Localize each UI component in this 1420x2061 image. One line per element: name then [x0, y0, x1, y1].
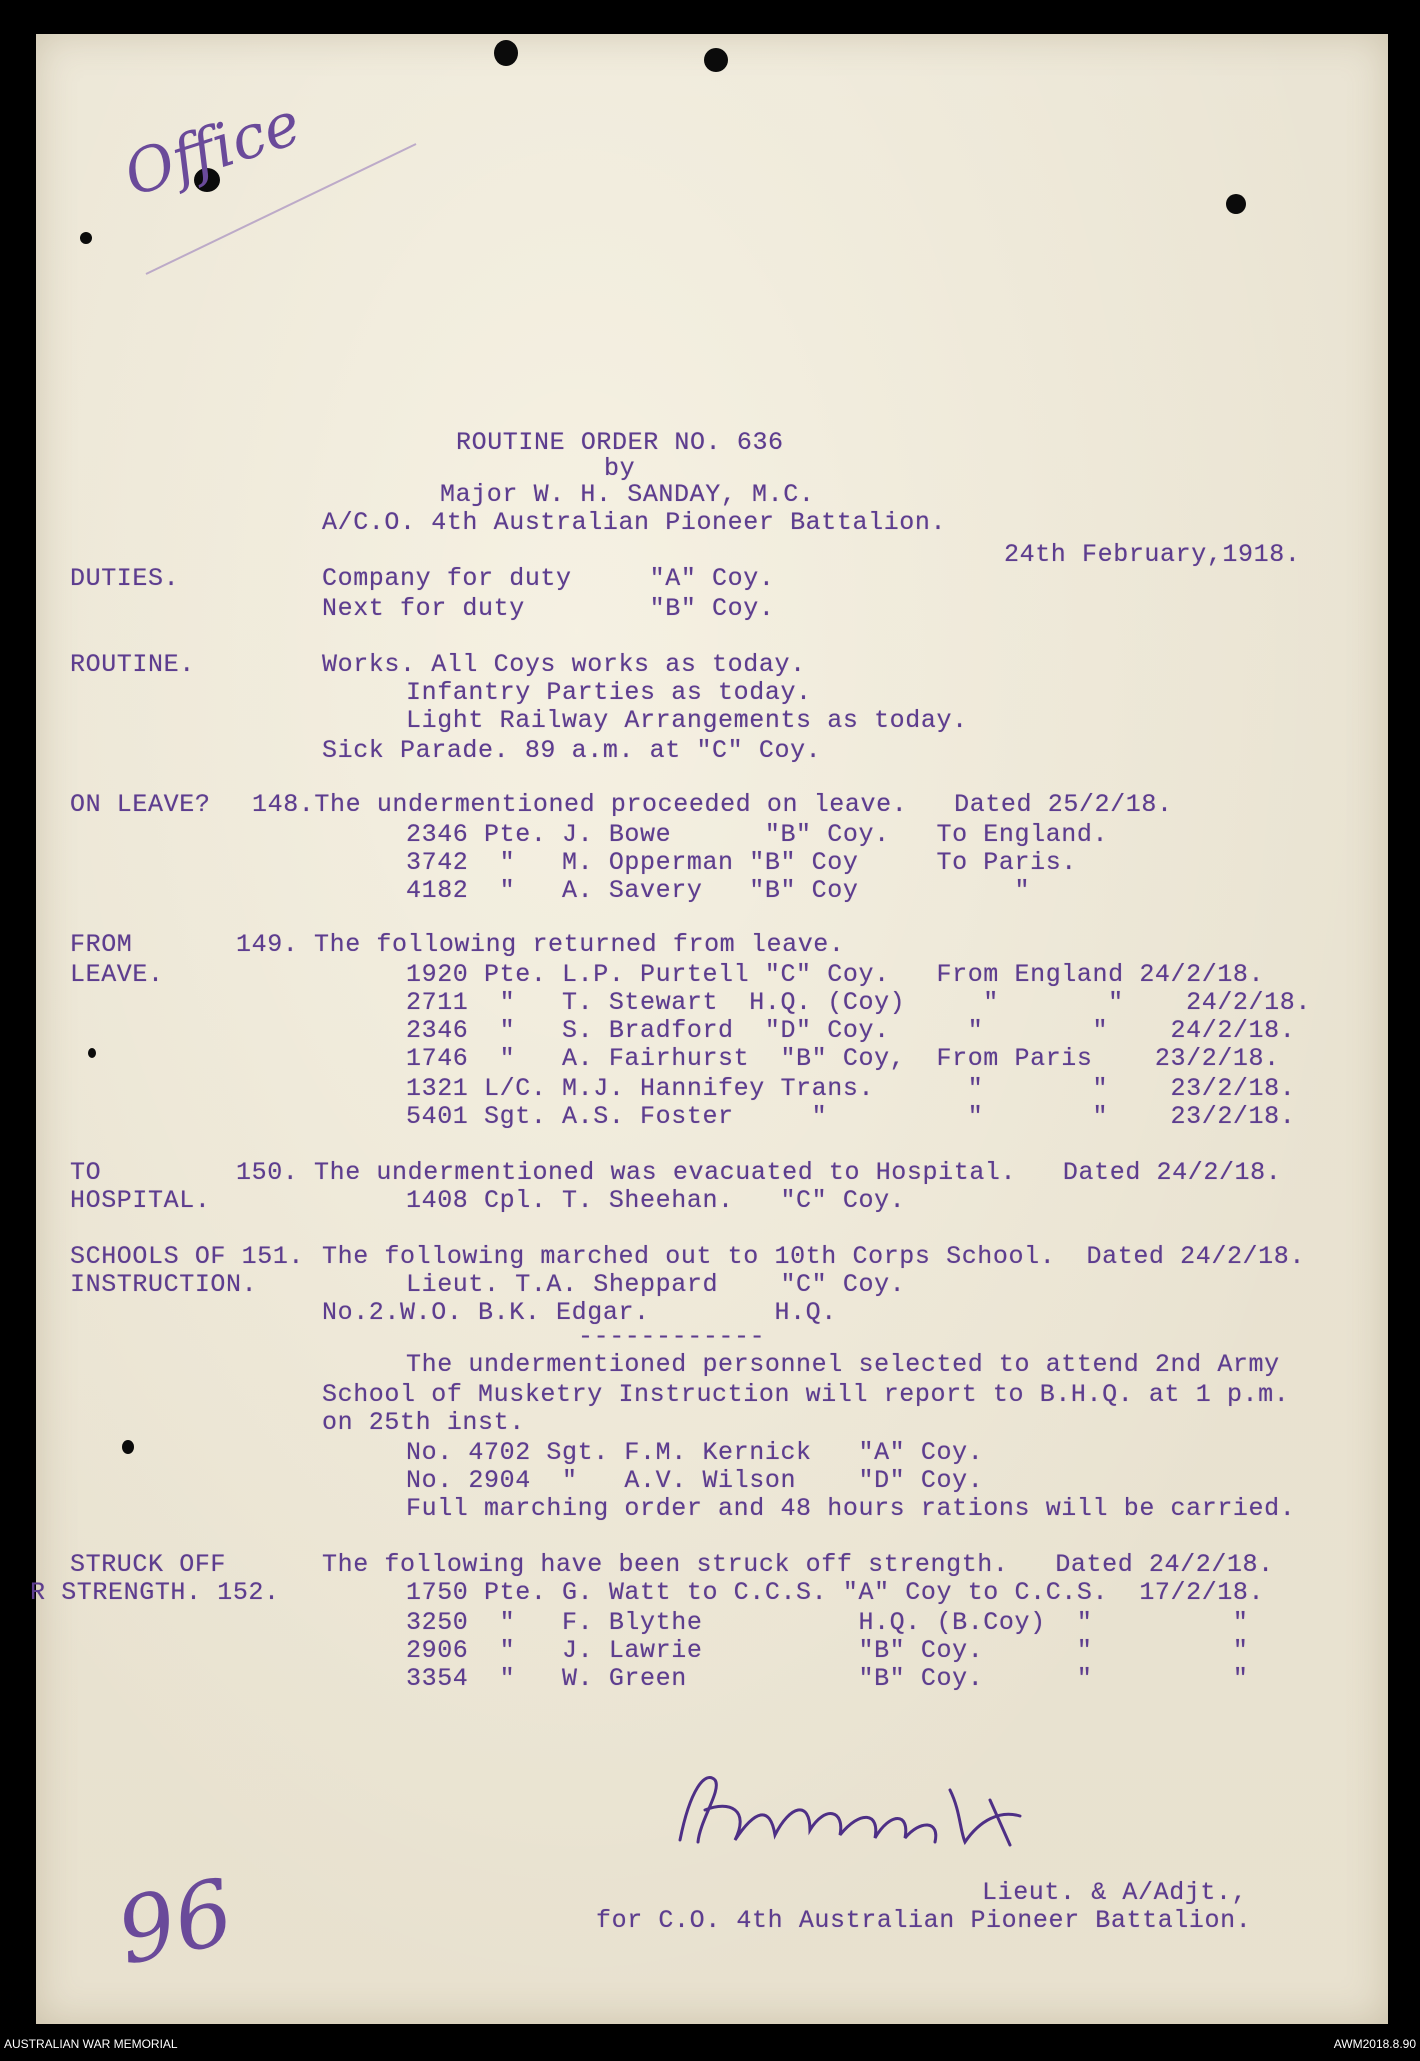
struck-off-line: The following have been struck off strength. Dated 24/2/18.	[322, 1550, 1274, 1579]
punch-hole	[704, 48, 728, 72]
schools-label: INSTRUCTION.	[70, 1270, 258, 1299]
schools-line: No. 4702 Sgt. F.M. Kernick "A" Coy.	[406, 1438, 984, 1467]
routine-label: ROUTINE.	[70, 650, 195, 679]
struck-off-line: 3250 " F. Blythe H.Q. (B.Coy) " "	[406, 1608, 1249, 1637]
duties-line: Company for duty "A" Coy.	[322, 564, 775, 593]
signature-unit: for C.O. 4th Australian Pioneer Battalion.	[596, 1906, 1252, 1935]
struck-off-line: 2906 " J. Lawrie "B" Coy. " "	[406, 1636, 1249, 1665]
routine-line: Works. All Coys works as today.	[322, 650, 806, 679]
footer-source-label: AUSTRALIAN WAR MEMORIAL	[4, 2037, 178, 2051]
schools-line: School of Musketry Instruction will report to B.H.Q. at 1 p.m.	[322, 1380, 1290, 1409]
to-hospital-label: TO	[70, 1158, 102, 1187]
handwritten-signature	[660, 1750, 1080, 1860]
pencil-stroke	[136, 104, 436, 284]
schools-line: The following marched out to 10th Corps School. Dated 24/2/18.	[322, 1242, 1305, 1271]
routine-line: Light Railway Arrangements as today.	[406, 706, 968, 735]
struck-off-label: R STRENGTH. 152.	[30, 1578, 280, 1607]
on-leave-line: 3742 " M. Opperman "B" Coy To Paris.	[406, 848, 1077, 877]
routine-line: Infantry Parties as today.	[406, 678, 812, 707]
order-date: 24th February,1918.	[1004, 540, 1301, 569]
order-title: ROUTINE ORDER NO. 636	[456, 428, 784, 457]
schools-line: on 25th inst.	[322, 1408, 525, 1437]
signature-title: Lieut. & A/Adjt.,	[982, 1878, 1248, 1907]
from-leave-line: 1321 L/C. M.J. Hannifey Trans. " " 23/2/18.	[406, 1074, 1296, 1103]
schools-line: Full marching order and 48 hours rations will be carried.	[406, 1494, 1296, 1523]
from-leave-line: 2346 " S. Bradford "D" Coy. " " 24/2/18.	[406, 1016, 1296, 1045]
punch-hole	[122, 1440, 134, 1454]
from-leave-line: 2711 " T. Stewart H.Q. (Coy) " " 24/2/18.	[406, 988, 1311, 1017]
schools-line: Lieut. T.A. Sheppard "C" Coy.	[406, 1270, 906, 1299]
order-officer: Major W. H. SANDAY, M.C.	[440, 480, 815, 509]
on-leave-line: 2346 Pte. J. Bowe "B" Coy. To England.	[406, 820, 1109, 849]
from-leave-label: FROM	[70, 930, 133, 959]
to-hospital-line: 150. The undermentioned was evacuated to Hospital. Dated 24/2/18.	[236, 1158, 1282, 1187]
struck-off-label: STRUCK OFF	[70, 1550, 227, 1579]
punch-hole	[494, 40, 518, 66]
to-hospital-label: HOSPITAL.	[70, 1186, 211, 1215]
order-by: by	[604, 454, 636, 483]
order-position: A/C.O. 4th Australian Pioneer Battalion.	[322, 508, 947, 537]
from-leave-line: 149. The following returned from leave.	[236, 930, 845, 959]
punch-hole	[1226, 194, 1246, 214]
on-leave-line: 4182 " A. Savery "B" Coy "	[406, 876, 1031, 905]
duties-label: DUTIES.	[70, 564, 180, 593]
struck-off-line: 1750 Pte. G. Watt to C.C.S. "A" Coy to C.C.S. 17/2/18.	[406, 1578, 1265, 1607]
schools-line: The undermentioned personnel selected to attend 2nd Army	[406, 1350, 1280, 1379]
routine-line: Sick Parade. 89 a.m. at "C" Coy.	[322, 736, 822, 765]
handwritten-office-note: Office	[116, 88, 309, 211]
duties-line: Next for duty "B" Coy.	[322, 594, 775, 623]
from-leave-label: LEAVE.	[70, 960, 164, 989]
on-leave-line: 148.The undermentioned proceeded on leave. Dated 25/2/18.	[252, 790, 1173, 819]
handwritten-folio-number: 96	[108, 1859, 243, 1986]
schools-divider: ------------	[578, 1322, 766, 1351]
on-leave-label: ON LEAVE?	[70, 790, 211, 819]
footer-accession-number: AWM2018.8.90	[1333, 2037, 1416, 2051]
from-leave-line: 5401 Sgt. A.S. Foster " " " 23/2/18.	[406, 1102, 1296, 1131]
punch-hole	[88, 1048, 96, 1058]
punch-hole	[80, 232, 92, 244]
from-leave-line: 1920 Pte. L.P. Purtell "C" Coy. From England 24/2/18.	[406, 960, 1265, 989]
from-leave-line: 1746 " A. Fairhurst "B" Coy, From Paris 23/2/18.	[406, 1044, 1280, 1073]
struck-off-line: 3354 " W. Green "B" Coy. " "	[406, 1664, 1249, 1693]
schools-label: SCHOOLS OF 151.	[70, 1242, 305, 1271]
schools-line: No.2.W.O. B.K. Edgar. H.Q.	[322, 1298, 837, 1327]
schools-line: No. 2904 " A.V. Wilson "D" Coy.	[406, 1466, 984, 1495]
to-hospital-line: 1408 Cpl. T. Sheehan. "C" Coy.	[406, 1186, 906, 1215]
